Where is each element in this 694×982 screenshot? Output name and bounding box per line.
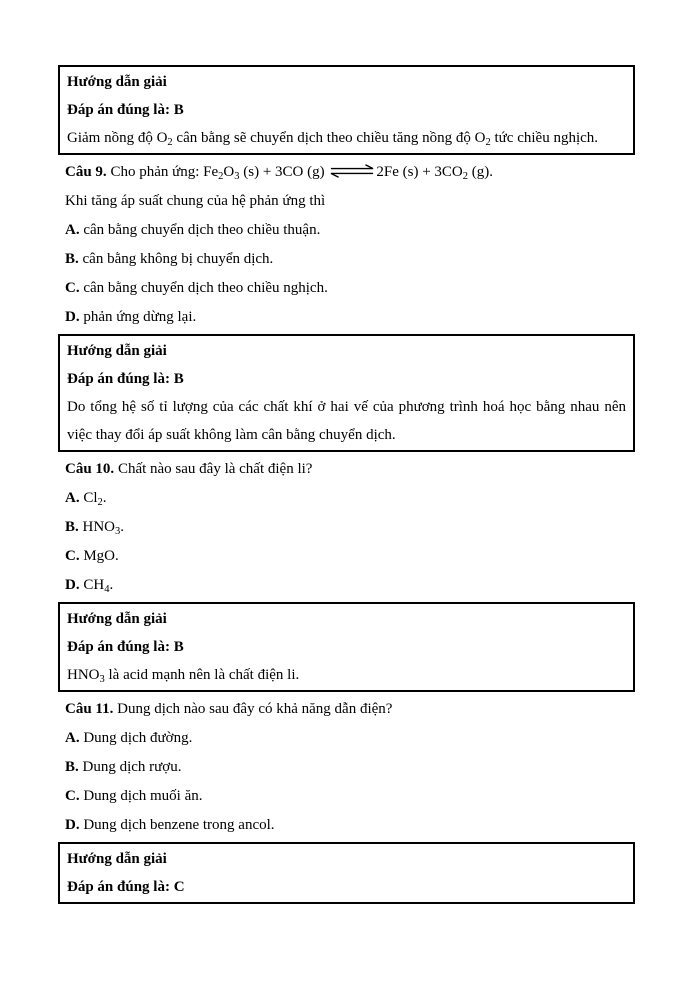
explanation-line <box>67 124 626 152</box>
question-9-title <box>65 158 635 186</box>
option-d <box>65 303 635 331</box>
text: Dung dịch nào sau đây có khả năng dẫn điện? <box>113 701 393 717</box>
bold-text: Câu 11. <box>65 701 114 717</box>
text: O <box>223 164 235 180</box>
bold-text: A. <box>65 222 80 238</box>
bold-text: D. <box>65 577 80 593</box>
question-9-text <box>65 187 635 215</box>
subscript-text: 2 <box>218 171 224 182</box>
bold-text: B. <box>65 759 79 775</box>
bold-text: Đáp án đúng là: B <box>67 639 184 655</box>
bold-text: Hướng dẫn giải <box>67 343 167 359</box>
solution-box-2 <box>58 334 635 452</box>
text: HNO <box>78 519 116 535</box>
text: MgO. <box>79 548 119 564</box>
subscript-text: 3 <box>115 526 121 537</box>
bold-text: D. <box>65 817 80 833</box>
option-c <box>65 782 635 810</box>
bold-text: Hướng dẫn giải <box>67 74 167 90</box>
subscript-text: 3 <box>234 171 240 182</box>
option-b <box>65 753 635 781</box>
answer-line <box>67 633 626 661</box>
question-11-title <box>65 695 635 723</box>
text: Chất nào sau đây là chất điện li? <box>114 461 313 477</box>
text: cân bằng chuyển dịch theo chiều thuận. <box>79 222 321 238</box>
text: cân bằng không bị chuyển dịch. <box>78 251 274 267</box>
solution-heading <box>67 845 626 873</box>
answer-line <box>67 96 626 124</box>
text: cân bằng sẽ chuyển dịch theo chiều tăng nồng độ O <box>172 130 486 146</box>
question-10-title <box>65 455 635 483</box>
text: cân bằng chuyển dịch theo chiều nghịch. <box>79 280 328 296</box>
text: Cl <box>79 490 98 506</box>
explanation-line <box>67 393 626 449</box>
text: Do tổng hệ số tỉ lượng của các chất khí ở hai vế của phương trình hoá học bằng nhau nên việc thay đổi áp suất không làm cân bằng chuyển dịch. <box>67 399 626 443</box>
option-d <box>65 571 635 599</box>
answer-line <box>67 873 626 901</box>
option-a <box>65 724 635 752</box>
subscript-text: 3 <box>99 674 105 685</box>
bold-text: B. <box>65 519 79 535</box>
text: HNO <box>67 667 100 683</box>
solution-heading <box>67 68 626 96</box>
bold-text: Câu 9. <box>65 164 107 180</box>
option-a <box>65 484 635 512</box>
bold-text: A. <box>65 730 80 746</box>
text: là acid mạnh nên là chất điện li. <box>104 667 300 683</box>
bold-text: Đáp án đúng là: B <box>67 371 184 387</box>
bold-text: B. <box>65 251 79 267</box>
bold-text: Đáp án đúng là: B <box>67 102 184 118</box>
option-c <box>65 274 635 302</box>
option-c <box>65 542 635 570</box>
text: Dung dịch muối ăn. <box>79 788 203 804</box>
question-9-block <box>58 158 635 331</box>
text: CH <box>79 577 105 593</box>
subscript-text: 4 <box>104 584 110 595</box>
text: Khi tăng áp suất chung của hệ phản ứng thì <box>65 193 326 209</box>
text: Dung dịch đường. <box>79 730 193 746</box>
text: . <box>109 577 114 593</box>
subscript-text: 2 <box>167 137 173 148</box>
bold-text: A. <box>65 490 80 506</box>
text: phản ứng dừng lại. <box>79 309 197 325</box>
bold-text: Câu 10. <box>65 461 115 477</box>
answer-line <box>67 365 626 393</box>
bold-text: Hướng dẫn giải <box>67 851 167 867</box>
bold-text: Đáp án đúng là: C <box>67 879 185 895</box>
text: Dung dịch benzene trong ancol. <box>79 817 275 833</box>
bold-text: Hướng dẫn giải <box>67 611 167 627</box>
solution-heading <box>67 605 626 633</box>
option-d <box>65 811 635 839</box>
text: . <box>120 519 125 535</box>
bold-text: C. <box>65 788 80 804</box>
option-b <box>65 245 635 273</box>
solution-box-4 <box>58 842 635 904</box>
solution-box-1 <box>58 65 635 155</box>
option-b <box>65 513 635 541</box>
subscript-text: 2 <box>97 497 103 508</box>
bold-text: D. <box>65 309 80 325</box>
question-11-block <box>58 695 635 839</box>
subscript-text: 2 <box>462 171 468 182</box>
text: Cho phản ứng: Fe <box>106 164 219 180</box>
bold-text: C. <box>65 548 80 564</box>
explanation-line <box>67 661 626 689</box>
text: (g). <box>468 164 493 180</box>
bold-text: C. <box>65 280 80 296</box>
option-a <box>65 216 635 244</box>
text: Dung dịch rượu. <box>78 759 182 775</box>
text: . <box>102 490 107 506</box>
subscript-text: 2 <box>485 137 491 148</box>
solution-box-3 <box>58 602 635 692</box>
equilibrium-arrow-icon <box>329 163 375 179</box>
text: Giảm nồng độ O <box>67 130 168 146</box>
text: 2Fe (s) + 3CO <box>376 164 463 180</box>
text: (s) + 3CO (g) <box>239 164 329 180</box>
text: tức chiều nghịch. <box>490 130 599 146</box>
solution-heading <box>67 337 626 365</box>
question-10-block <box>58 455 635 599</box>
